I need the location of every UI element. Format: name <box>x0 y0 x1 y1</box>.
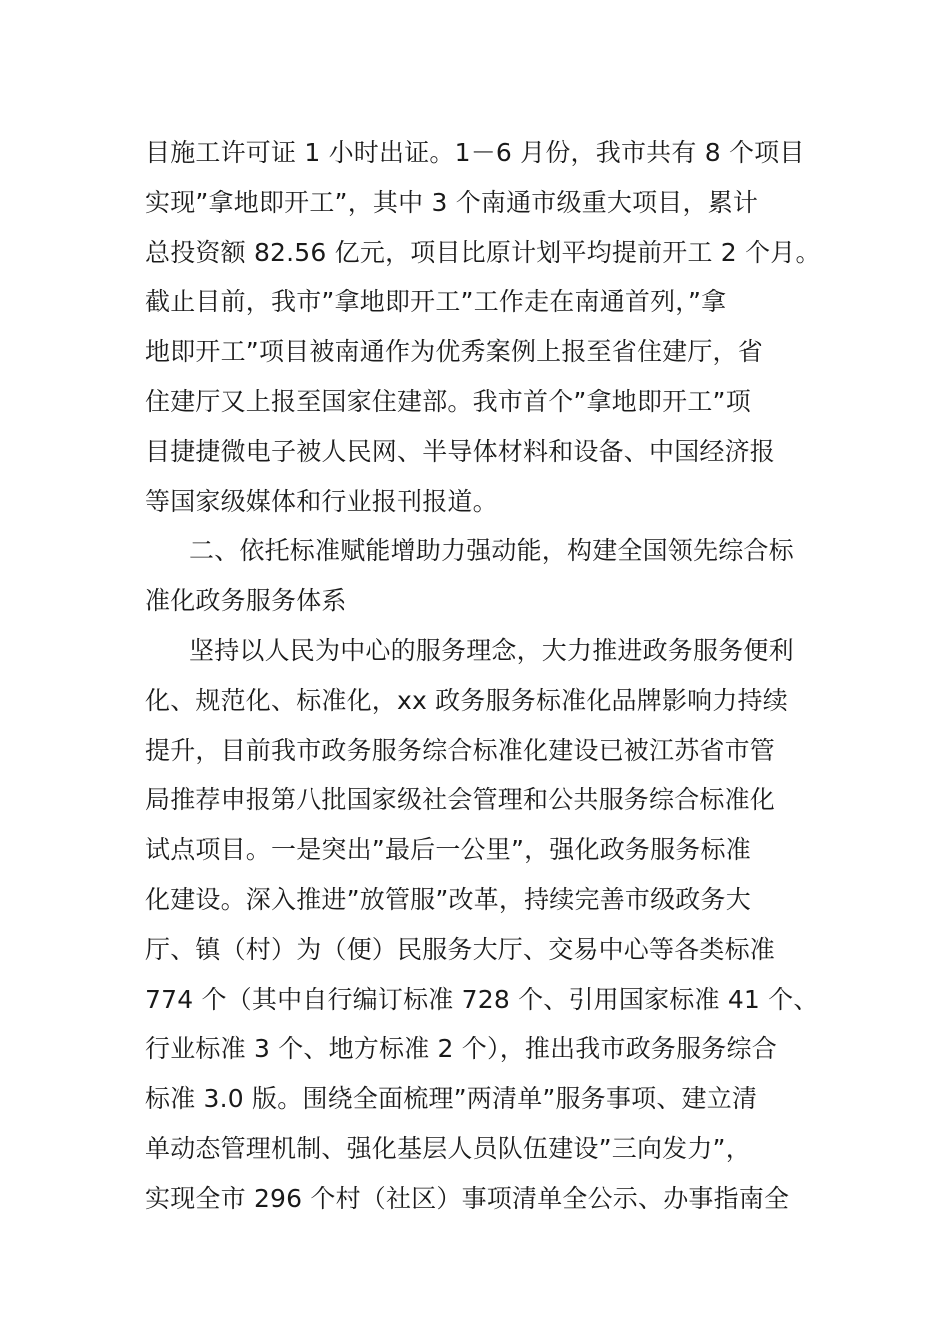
text-line: 实现全市 296 个村（社区）事项清单全公示、办事指南全 <box>145 1183 790 1213</box>
section-heading-line: 二、依托标准赋能增助力强动能，构建全国领先综合标 <box>189 536 794 566</box>
text-line: 住建厅又上报至国家住建部。我市首个”拿地即开工”项 <box>145 386 751 416</box>
text-line: 标准 3.0 版。围绕全面梳理”两清单”服务事项、建立清 <box>145 1084 758 1114</box>
text-line: 截止目前，我市”拿地即开工”工作走在南通首列，”拿 <box>145 287 727 317</box>
text-line: 坚持以人民为中心的服务理念，大力推进政务服务便利 <box>189 635 794 665</box>
text-line: 实现”拿地即开工”，其中 3 个南通市级重大项目，累计 <box>145 187 759 217</box>
text-line: 地即开工”项目被南通作为优秀案例上报至省住建厅，省 <box>145 337 763 367</box>
text-line: 目捷捷微电子被人民网、半导体材料和设备、中国经济报 <box>145 436 776 466</box>
text-line: 行业标准 3 个、地方标准 2 个），推出我市政务服务综合 <box>145 1034 777 1064</box>
text-line: 厅、镇（村）为（便）民服务大厅、交易中心等各类标准 <box>145 934 776 964</box>
text-line: 提升，目前我市政务服务综合标准化建设已被江苏省市管 <box>145 735 776 765</box>
text-line: 化建设。深入推进”放管服”改革，持续完善市级政务大 <box>145 884 751 914</box>
text-line: 774 个（其中自行编订标准 728 个、引用国家标准 41 个、 <box>145 984 819 1014</box>
text-line: 目施工许可证 1 小时出证。1－6 月份，我市共有 8 个项目 <box>145 138 805 167</box>
body-text <box>145 128 845 1224</box>
text-line: 单动态管理机制、强化基层人员队伍建设”三向发力”， <box>145 1133 751 1163</box>
text-line: 化、规范化、标准化，xx 政务服务标准化品牌影响力持续 <box>145 685 788 715</box>
text-line: 等国家级媒体和行业报刊报道。 <box>145 486 498 516</box>
text-line: 总投资额 82.56 亿元，项目比原计划平均提前开工 2 个月。 <box>145 237 821 267</box>
section-heading-line: 准化政务服务体系 <box>145 586 347 616</box>
text-line: 局推荐申报第八批国家级社会管理和公共服务综合标准化 <box>145 785 776 815</box>
text-line: 试点项目。一是突出”最后一公里”，强化政务服务标准 <box>145 835 751 865</box>
